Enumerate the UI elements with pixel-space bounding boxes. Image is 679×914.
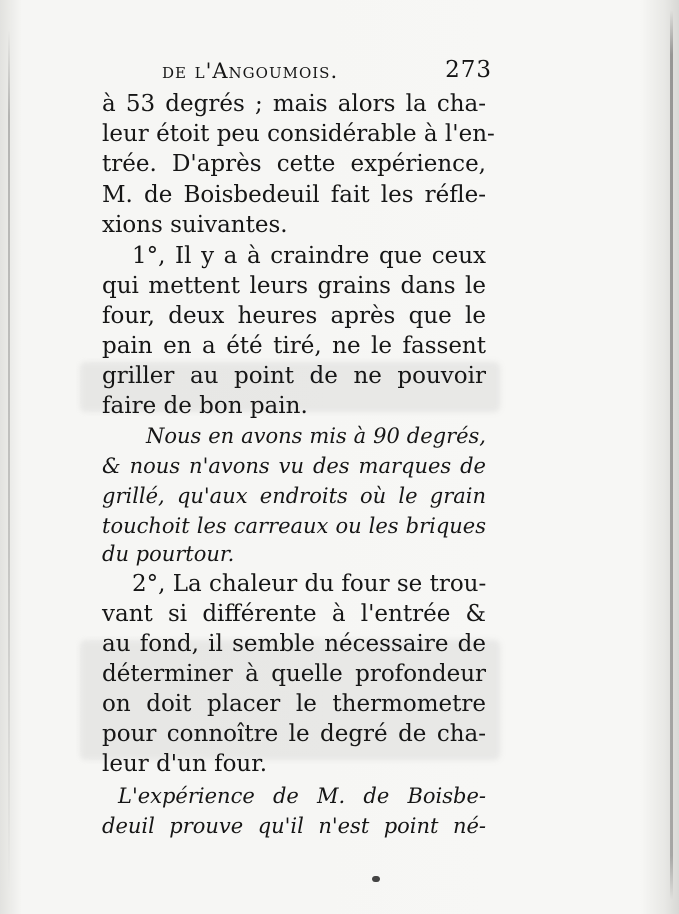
text-line: M. de Boisbedeuil fait les réfle- [102, 182, 486, 208]
text-line: grillé, qu'aux endroits où le grain [102, 484, 486, 508]
page-number: 273 [445, 57, 492, 83]
ink-speck [372, 876, 380, 882]
text-line: pain en a été tiré, ne le fassent [102, 333, 486, 359]
running-title: de l'Angoumois. [162, 59, 339, 83]
text-line: leur étoit peu considérable à l'en- [102, 121, 495, 147]
text-line: 2°, La chaleur du four se trou- [132, 571, 487, 597]
text-line: griller au point de ne pouvoir [102, 363, 486, 389]
text-line: xions suivantes. [102, 212, 288, 238]
text-line: déterminer à quelle profondeur [102, 661, 486, 687]
page-gutter-shadow [8, 30, 10, 890]
text-line: Nous en avons mis à 90 degrés, [146, 424, 486, 448]
text-line: on doit placer le thermometre [102, 691, 486, 717]
text-line: trée. D'après cette expérience, [102, 151, 486, 177]
text-line: & nous n'avons vu des marques de [102, 454, 486, 478]
text-line: 1°, Il y a à craindre que ceux [132, 243, 486, 269]
text-line: au fond, il semble nécessaire de [102, 631, 486, 657]
text-line: faire de bon pain. [102, 393, 308, 419]
text-line: pour connoître le degré de cha- [102, 721, 486, 747]
text-line: qui mettent leurs grains dans le [102, 273, 486, 299]
text-line: touchoit les carreaux ou les briques [102, 514, 486, 538]
text-line: à 53 degrés ; mais alors la cha- [102, 91, 486, 117]
text-line: du pourtour. [102, 542, 235, 566]
page-edge-shadow [670, 10, 673, 900]
text-line: four, deux heures après que le [102, 303, 486, 329]
text-line: deuil prouve qu'il n'est point né- [102, 814, 486, 838]
text-line: leur d'un four. [102, 751, 268, 777]
text-line: L'expérience de M. de Boisbe- [118, 784, 486, 808]
text-line: vant si différente à l'entrée & [102, 601, 486, 627]
